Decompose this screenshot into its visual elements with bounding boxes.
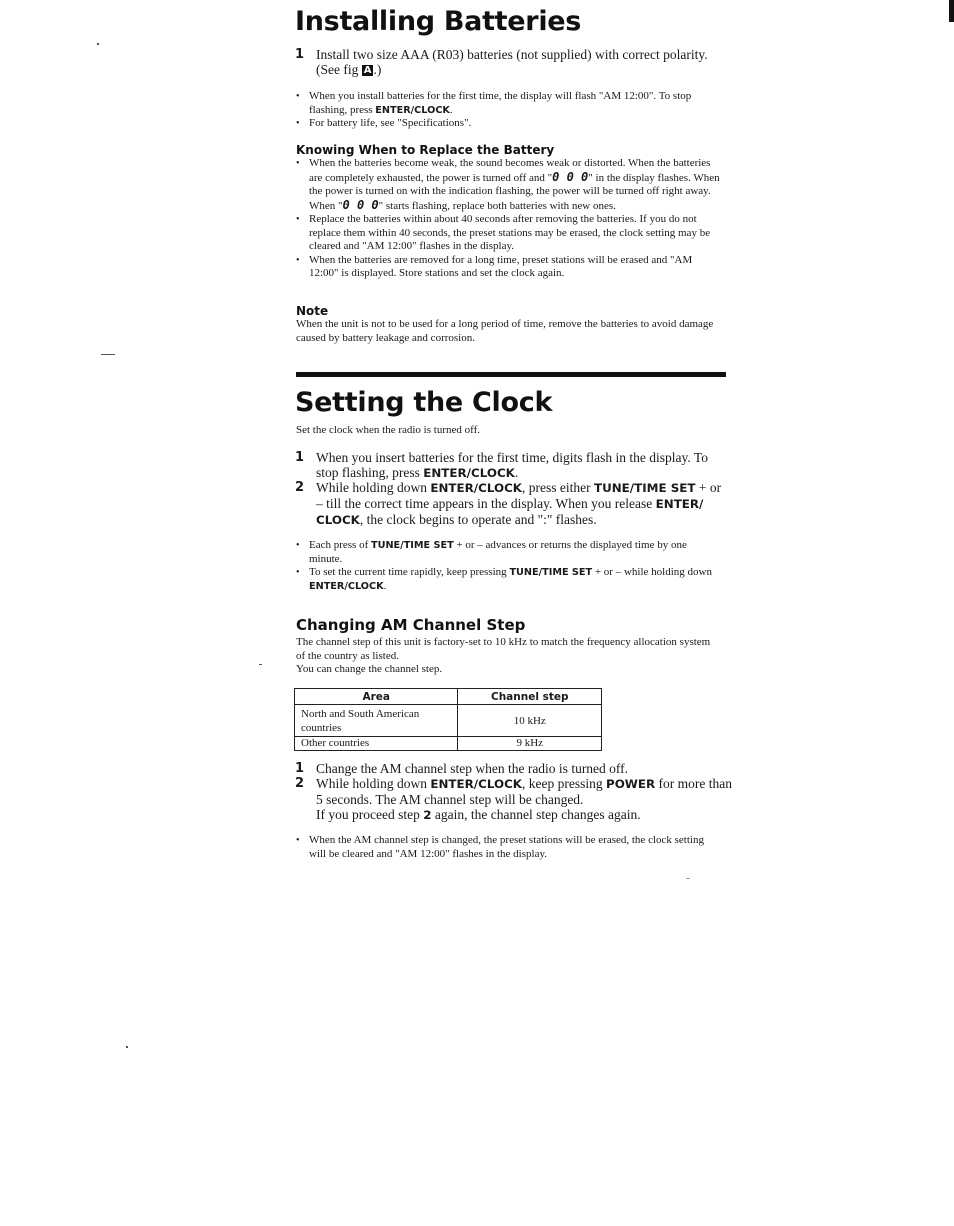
am-step-intro bbox=[296, 636, 716, 677]
key-label: ENTER/CLOCK bbox=[423, 466, 515, 480]
clock-step-1 bbox=[295, 450, 727, 481]
step-text: + or – till the correct time appears in the display. When you release bbox=[316, 480, 722, 511]
fig-ref-post: .) bbox=[373, 62, 382, 77]
table-row bbox=[295, 705, 602, 737]
channel-step-table bbox=[294, 688, 602, 751]
scan-speck bbox=[97, 43, 99, 45]
bullet-text: When " bbox=[309, 199, 343, 212]
bullet-text: Replace the batteries within about 40 seconds after removing the batteries. If you do not replace them within 40 seconds, the preset stations may be erased, the clock setting may be cleared and "AM 12:00" flashes in the display. bbox=[309, 213, 711, 252]
key-label: ENTER/CLOCK bbox=[375, 104, 450, 116]
note-text: When you install batteries for the first time, the display will flash "AM 12:00". To stop flashing, press bbox=[309, 90, 692, 116]
list-item bbox=[296, 254, 724, 281]
bullet-text: " starts flashing, replace both batteries with new ones. bbox=[378, 199, 616, 212]
cell-area: Other countries bbox=[295, 737, 458, 751]
list-item bbox=[296, 539, 716, 566]
step-text: . bbox=[514, 465, 519, 480]
setting-clock-title: Setting the Clock bbox=[295, 387, 553, 418]
am-step-title: Changing AM Channel Step bbox=[296, 616, 526, 634]
bullet-text: Each press of bbox=[309, 539, 372, 551]
step-text: , keep pressing bbox=[522, 776, 606, 791]
column-header-area: Area bbox=[295, 689, 458, 705]
am-step-notes bbox=[296, 834, 714, 861]
key-label: TUNE/TIME SET bbox=[509, 567, 593, 578]
installing-notes bbox=[296, 90, 730, 131]
key-label: 2 bbox=[423, 808, 432, 822]
knowing-title: Knowing When to Replace the Battery bbox=[296, 143, 555, 157]
step-text: If you proceed step bbox=[316, 807, 424, 822]
step-number: 1 bbox=[295, 47, 305, 62]
table-row bbox=[295, 737, 602, 751]
step-text: , press either bbox=[522, 480, 594, 495]
key-label: ENTER/CLOCK bbox=[309, 580, 384, 592]
cell-channel-step: 10 kHz bbox=[458, 705, 602, 737]
key-label: ENTER/CLOCK bbox=[430, 481, 522, 495]
bullet-text: . bbox=[383, 579, 387, 592]
scan-speck bbox=[101, 354, 115, 355]
key-label: ENTER/CLOCK bbox=[430, 777, 522, 791]
page-edge-mark bbox=[949, 0, 954, 22]
step-text: Install two size AAA (R03) batteries (not supplied) with correct polarity. bbox=[316, 47, 708, 62]
clock-step-2 bbox=[295, 480, 727, 528]
column-header-channel-step: Channel step bbox=[458, 689, 602, 705]
key-label: ENTER/ CLOCK bbox=[316, 497, 704, 527]
clock-notes bbox=[296, 539, 716, 593]
bullet-text: When the AM channel step is changed, the preset stations will be erased, the clock setting will be cleared and "AM 12:00" flashes in the display. bbox=[309, 834, 704, 860]
step-text: again, the channel step changes again. bbox=[431, 807, 641, 822]
figure-a-badge: A bbox=[363, 65, 372, 76]
cell-area: North and South American countries bbox=[295, 705, 458, 737]
clock-intro: Set the clock when the radio is turned off. bbox=[296, 424, 480, 436]
step-text: for more than 5 seconds. The AM channel step will be changed. bbox=[316, 776, 732, 807]
bullet-text: To set the current time rapidly, keep pressing bbox=[309, 566, 510, 578]
step-number: 2 bbox=[295, 776, 305, 791]
section-divider bbox=[296, 372, 726, 377]
intro-text: You can change the channel step. bbox=[296, 663, 443, 675]
fig-ref-pre: (See fig bbox=[316, 62, 362, 77]
bullet-text: + or – while holding down bbox=[592, 566, 712, 578]
step-text: While holding down bbox=[316, 480, 431, 495]
bullet-text: When the batteries become weak, the sound becomes weak or distorted. When the batteries are completely exhausted, the power is turned off and " bbox=[309, 157, 711, 184]
note-text: For battery life, see "Specifications". bbox=[309, 117, 472, 129]
step-number: 1 bbox=[295, 761, 305, 776]
note-text: . bbox=[449, 103, 453, 116]
bullet-text: When the batteries are removed for a long time, preset stations will be erased and "AM 12:00" is displayed. Store stations and set the clock again. bbox=[309, 253, 693, 279]
step-text: When you insert batteries for the first time, digits flash in the display. To stop flashing, press bbox=[316, 450, 708, 480]
step-number: 2 bbox=[295, 480, 305, 495]
step-text: While holding down bbox=[316, 776, 431, 791]
list-item bbox=[296, 117, 730, 131]
am-step-1 bbox=[295, 761, 735, 776]
list-item bbox=[296, 834, 714, 861]
table-header-row bbox=[295, 689, 602, 705]
cell-channel-step: 9 kHz bbox=[458, 737, 602, 751]
am-step-2 bbox=[295, 776, 735, 823]
list-item bbox=[296, 566, 716, 593]
step-text: Change the AM channel step when the radio is turned off. bbox=[316, 761, 629, 776]
key-label: POWER bbox=[605, 777, 656, 791]
scan-speck bbox=[126, 1046, 128, 1048]
bullet-text: + or – advances or returns the displayed time by one minute. bbox=[309, 539, 687, 565]
note-title: Note bbox=[296, 304, 329, 318]
intro-text: The channel step of this unit is factory-set to 10 kHz to match the frequency allocation system of the country as listed. bbox=[296, 636, 711, 662]
step-number: 1 bbox=[295, 450, 305, 465]
note-text: When the unit is not to be used for a long period of time, remove the batteries to avoid damage caused by battery leakage and corrosion. bbox=[296, 318, 714, 344]
bullet-text: " in the display flashes. When the power is turned on with the indication flashing, the power will be turned off right away. bbox=[309, 171, 720, 197]
knowing-list bbox=[296, 157, 724, 281]
list-item bbox=[296, 157, 724, 213]
scan-speck bbox=[259, 664, 262, 665]
list-item bbox=[296, 213, 724, 254]
installing-batteries-title: Installing Batteries bbox=[295, 6, 582, 37]
list-item bbox=[296, 90, 730, 117]
scan-speck bbox=[686, 878, 690, 879]
installing-step-1 bbox=[295, 47, 735, 77]
key-label: TUNE/TIME SET bbox=[371, 540, 454, 551]
segment-display-glyph: 0 0 0 bbox=[342, 197, 379, 212]
step-text: , the clock begins to operate and ":" flashes. bbox=[359, 512, 597, 527]
segment-display-glyph: 0 0 0 bbox=[552, 169, 589, 184]
key-label: TUNE/TIME SET bbox=[593, 481, 696, 495]
